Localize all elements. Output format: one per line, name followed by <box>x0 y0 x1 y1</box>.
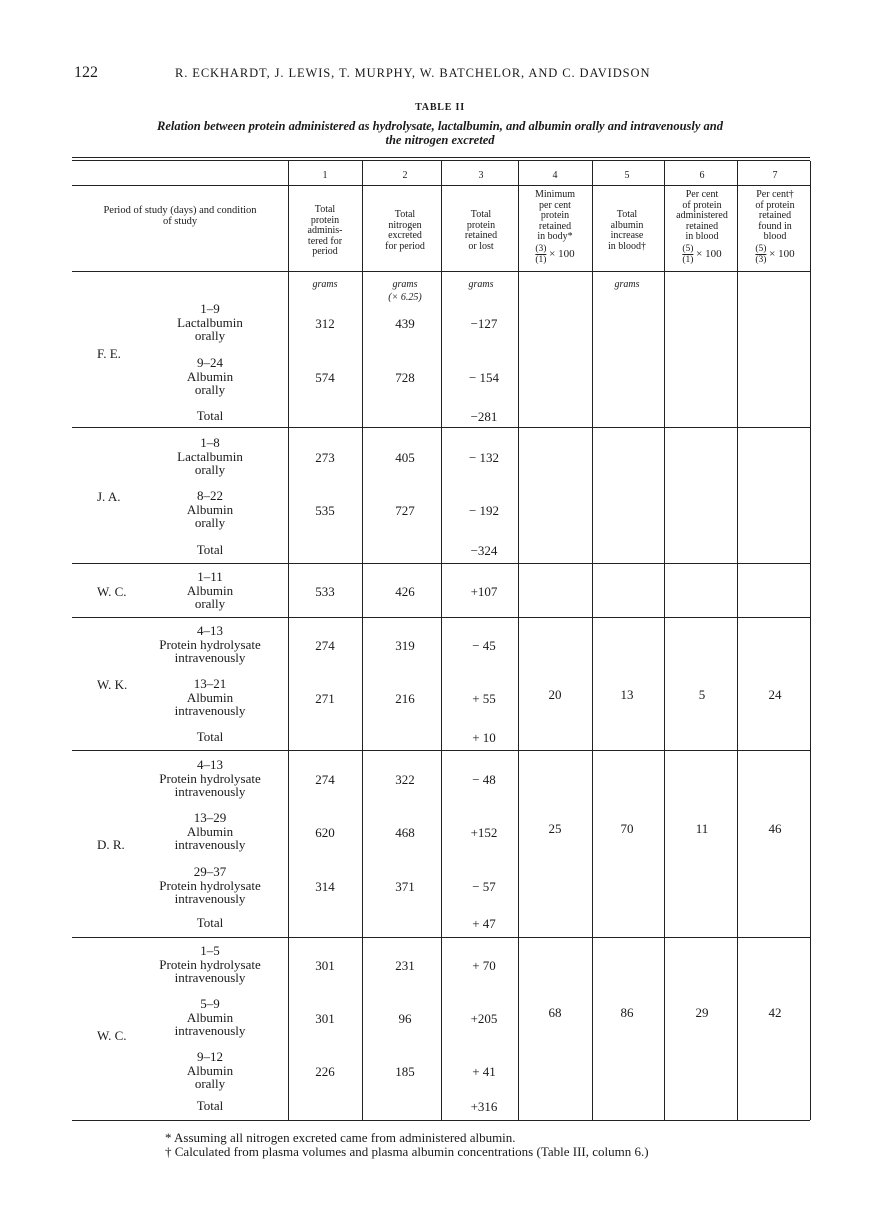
cell-protein-administered: 574 <box>315 369 335 385</box>
period-line: Protein hydrolysate <box>159 877 261 893</box>
cell-protein-retained: +107 <box>470 583 498 599</box>
period-line: orally <box>194 596 226 611</box>
column-header-line: protein <box>466 219 496 231</box>
cell-percent-retained-blood: 5 <box>698 687 706 702</box>
cell-nitrogen-excreted: 468 <box>395 824 415 840</box>
cell-nitrogen-excreted: 426 <box>395 583 415 599</box>
column-header-line: in blood† <box>607 240 647 252</box>
period-line: Albumin <box>186 368 234 384</box>
column-header-line: period <box>312 246 338 257</box>
period-line: Protein hydrolysate <box>159 956 261 972</box>
cell-protein-administered: 620 <box>315 824 335 840</box>
subject-name: W. K. <box>97 677 128 692</box>
column-unit: grams <box>468 279 494 290</box>
cell-nitrogen-excreted: 371 <box>395 878 415 894</box>
cell-percent-found-blood: 46 <box>768 821 782 836</box>
cell-protein-retained: +205 <box>470 1010 498 1026</box>
cell-percent-found-blood: 24 <box>768 687 782 702</box>
running-head: R. ECKHARDT, J. LEWIS, T. MURPHY, W. BATCHELOR, AND C. DAVIDSON <box>175 66 651 80</box>
rule <box>72 617 810 618</box>
cell-protein-administered: 274 <box>315 637 335 653</box>
cell-protein-retained: − 45 <box>472 637 496 653</box>
column-header-line: Per cent <box>685 189 719 200</box>
period-line: Albumin <box>186 582 234 598</box>
cell-protein-retained: + 70 <box>472 957 496 973</box>
cell-min-percent-retained: 25 <box>548 821 562 836</box>
column-rule <box>664 161 665 1120</box>
period-line: Albumin <box>186 689 234 705</box>
total-label: Total <box>196 915 224 930</box>
footnote: † Calculated from plasma volumes and plasma albumin concentrations (Table III, column 6.) <box>165 1144 649 1159</box>
total-label: Total <box>196 1098 224 1113</box>
cell-protein-administered: 314 <box>315 878 335 894</box>
cell-protein-administered: 271 <box>315 690 335 706</box>
column-formula: $\frac{(5)}{(1)}$ × 100 <box>682 243 722 265</box>
period-line: Protein hydrolysate <box>159 636 261 652</box>
subject-name: J. A. <box>97 489 121 504</box>
column-header-line: or lost <box>468 240 494 252</box>
cell-percent-retained-blood: 11 <box>695 821 709 836</box>
column-header-line: retained <box>464 230 498 241</box>
rule <box>72 427 810 428</box>
cell-nitrogen-excreted: 439 <box>395 315 415 331</box>
period-line: 8–22 <box>197 488 223 503</box>
period-line: 1–8 <box>200 435 220 450</box>
column-header-line: for period <box>385 240 425 252</box>
column-number: 3 <box>478 170 484 181</box>
column-header-line: per cent <box>539 199 571 211</box>
cell-protein-retained: + 47 <box>472 916 496 931</box>
column-header-line: of protein <box>755 199 795 211</box>
table-caption: Relation between protein administered as hydrolysate, lactalbumin, and albumin orally and intravenously and the nitrogen excreted <box>156 119 724 147</box>
column-number: 2 <box>402 170 408 181</box>
column-unit: grams <box>392 279 418 290</box>
stub-header: Period of study (days) and condition of study <box>103 205 257 227</box>
cell-protein-administered: 274 <box>315 771 335 787</box>
column-header-line: excreted <box>388 230 422 241</box>
cell-nitrogen-excreted: 727 <box>395 502 415 518</box>
period-line: Albumin <box>186 1062 234 1078</box>
period-line: 1–11 <box>197 569 223 584</box>
cell-protein-retained: − 48 <box>472 771 496 787</box>
cell-albumin-increase: 13 <box>620 687 634 702</box>
column-header-line: Total <box>470 209 492 220</box>
cell-protein-administered: 312 <box>315 315 335 331</box>
table-label: TABLE II <box>415 102 465 113</box>
cell-protein-retained: − 57 <box>472 878 496 894</box>
period-line: intravenously <box>174 1023 246 1038</box>
rule <box>72 750 810 751</box>
column-header-line: albumin <box>610 219 644 231</box>
period-line: intravenously <box>174 970 246 985</box>
column-header-line: nitrogen <box>388 219 422 231</box>
period-line: orally <box>194 515 226 530</box>
column-header-line: in blood <box>685 231 719 242</box>
column-header-line: in body* <box>537 231 573 242</box>
period-line: intravenously <box>174 784 246 799</box>
column-header-line: administered <box>676 210 728 221</box>
period-line: orally <box>194 462 226 477</box>
column-header-line: protein <box>540 210 570 221</box>
cell-protein-retained: +152 <box>470 824 498 840</box>
period-line: Albumin <box>186 823 234 839</box>
column-rule <box>810 161 811 1120</box>
period-line: Lactalbumin <box>177 448 243 464</box>
period-line: 13–29 <box>193 810 227 825</box>
period-line: intravenously <box>174 650 246 665</box>
cell-nitrogen-excreted: 728 <box>395 369 415 385</box>
page-number: 122 <box>74 64 98 81</box>
cell-albumin-increase: 70 <box>620 821 634 836</box>
column-number: 4 <box>552 170 558 181</box>
period-line: 9–24 <box>197 355 223 370</box>
column-header-line: tered for <box>307 235 343 247</box>
period-line: intravenously <box>174 891 246 906</box>
cell-protein-administered: 533 <box>315 583 335 599</box>
cell-nitrogen-excreted: 185 <box>395 1063 415 1079</box>
cell-nitrogen-excreted: 216 <box>395 690 415 706</box>
rule <box>72 157 810 158</box>
column-rule <box>288 161 289 1120</box>
period-line: intravenously <box>174 703 246 718</box>
footnote: * Assuming all nitrogen excreted came from administered albumin. <box>165 1130 516 1145</box>
column-rule <box>737 161 738 1120</box>
total-label: Total <box>196 542 224 557</box>
column-formula: $\frac{(3)}{(1)}$ × 100 <box>535 243 575 265</box>
cell-protein-retained: −127 <box>470 315 498 331</box>
column-rule <box>441 161 442 1120</box>
column-header-line: protein <box>310 214 340 226</box>
rule <box>72 1120 810 1121</box>
cell-protein-administered: 301 <box>315 1010 335 1026</box>
rule <box>72 937 810 938</box>
column-unit: grams <box>614 279 640 290</box>
total-label: Total <box>196 408 224 423</box>
cell-percent-found-blood: 42 <box>768 1005 782 1020</box>
column-header-line: increase <box>610 230 644 241</box>
cell-nitrogen-excreted: 405 <box>395 449 415 465</box>
column-rule <box>362 161 363 1120</box>
subject-name: W. C. <box>97 1028 127 1043</box>
cell-protein-retained: + 10 <box>472 730 496 745</box>
period-line: 5–9 <box>200 996 220 1011</box>
cell-protein-retained: −324 <box>470 543 498 558</box>
cell-nitrogen-excreted: 322 <box>395 771 415 787</box>
column-formula: $\frac{(5)}{(3)}$ × 100 <box>755 243 795 265</box>
period-line: Lactalbumin <box>177 314 243 330</box>
column-header-line: Per cent† <box>756 189 794 200</box>
subject-name: W. C. <box>97 584 127 599</box>
column-header-line: Minimum <box>534 189 576 200</box>
cell-min-percent-retained: 68 <box>548 1005 562 1020</box>
column-number: 6 <box>699 170 705 181</box>
period-line: Protein hydrolysate <box>159 770 261 786</box>
column-header-line: retained <box>685 220 719 232</box>
subject-name: F. E. <box>97 346 121 361</box>
cell-protein-retained: + 41 <box>472 1063 496 1079</box>
column-number: 5 <box>624 170 630 181</box>
column-header-line: found in <box>758 220 792 232</box>
cell-protein-administered: 226 <box>315 1063 335 1079</box>
column-header-line: Total <box>314 204 336 215</box>
total-label: Total <box>196 729 224 744</box>
cell-protein-administered: 301 <box>315 957 335 973</box>
column-rule <box>592 161 593 1120</box>
period-line: orally <box>194 382 226 397</box>
cell-nitrogen-excreted: 96 <box>398 1010 412 1026</box>
period-line: 1–5 <box>200 943 220 958</box>
column-header-line: blood <box>763 231 787 242</box>
cell-protein-retained: −281 <box>470 409 498 424</box>
cell-albumin-increase: 86 <box>620 1005 634 1020</box>
period-line: 1–9 <box>200 301 220 316</box>
column-number: 7 <box>772 170 778 181</box>
rule <box>72 563 810 564</box>
period-line: orally <box>194 328 226 343</box>
cell-min-percent-retained: 20 <box>548 687 562 702</box>
period-line: orally <box>194 1076 226 1091</box>
column-unit: (× 6.25) <box>388 292 422 303</box>
cell-nitrogen-excreted: 319 <box>395 637 415 653</box>
period-line: Albumin <box>186 1009 234 1025</box>
column-header-line: Total <box>394 209 416 220</box>
column-rule <box>518 161 519 1120</box>
period-line: 4–13 <box>197 623 223 638</box>
column-header-line: of protein <box>682 199 722 211</box>
cell-protein-retained: − 154 <box>468 369 500 385</box>
column-header-line: adminis- <box>307 225 343 236</box>
period-line: Albumin <box>186 501 234 517</box>
column-unit: grams <box>312 279 338 290</box>
column-header-line: retained <box>538 220 572 232</box>
cell-protein-retained: +316 <box>470 1099 498 1114</box>
column-header-line: Total <box>616 209 638 220</box>
period-line: 9–12 <box>197 1049 223 1064</box>
cell-protein-retained: − 192 <box>468 502 500 518</box>
cell-protein-administered: 535 <box>315 502 335 518</box>
cell-protein-administered: 273 <box>315 449 335 465</box>
cell-nitrogen-excreted: 231 <box>395 957 415 973</box>
column-header-line: retained <box>758 210 792 221</box>
column-number: 1 <box>322 170 328 181</box>
subject-name: D. R. <box>97 837 125 852</box>
period-line: intravenously <box>174 837 246 852</box>
cell-protein-retained: + 55 <box>472 690 496 706</box>
cell-percent-retained-blood: 29 <box>695 1005 709 1020</box>
cell-protein-retained: − 132 <box>468 449 500 465</box>
period-line: 13–21 <box>193 676 227 691</box>
period-line: 4–13 <box>197 757 223 772</box>
period-line: 29–37 <box>193 864 227 879</box>
